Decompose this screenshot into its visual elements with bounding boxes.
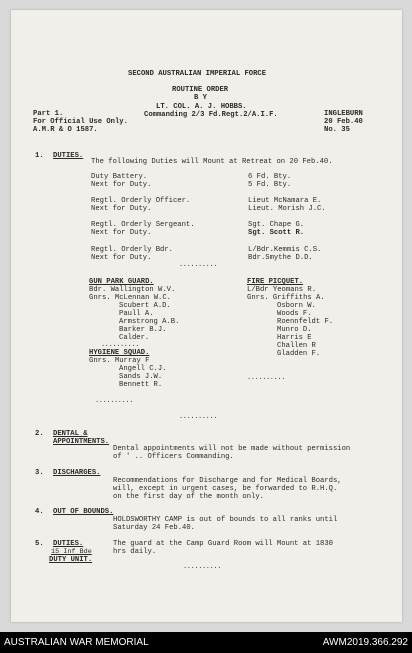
duty-assignee: Lieut McNamara E. xyxy=(248,197,322,205)
guard-member: Scubert A.D. xyxy=(119,302,171,310)
section-5-subheading: DUTY UNIT. xyxy=(49,556,93,564)
guard-member: Calder. xyxy=(119,334,150,342)
separator-dots: .......... xyxy=(247,374,286,382)
separator-dots: .......... xyxy=(95,397,134,405)
section-4-number: 4. xyxy=(35,508,44,516)
guard-member: Gnrs. McLennan W.C. xyxy=(89,294,171,302)
section-2-heading-cont: APPOINTMENTS. xyxy=(53,438,110,446)
hygiene-heading: HYGIENE SQUAD. xyxy=(89,349,150,357)
order-number: No. 35 xyxy=(324,126,350,134)
duty-role: Regtl. Orderly Sergeant. xyxy=(91,221,195,229)
duty-assignee: 5 Fd. Bty. xyxy=(248,181,292,189)
separator-dots: .......... xyxy=(179,261,218,269)
duties-intro: The following Duties will Mount at Retreat on 20 Feb.40. xyxy=(91,158,333,166)
amr-reference: A.M.R & O 1587. xyxy=(33,126,98,134)
section-5-number: 5. xyxy=(35,540,44,548)
bounds-text: Saturday 24 Feb.40. xyxy=(113,524,195,532)
picquet-member: Gnrs. Griffiths A. xyxy=(247,294,325,302)
dental-text: of ' .. Officers Commanding. xyxy=(113,453,234,461)
section-3-number: 3. xyxy=(35,469,44,477)
picquet-member: Munro D. xyxy=(277,326,312,334)
document-page xyxy=(11,10,402,622)
duty-role: Regtl. Orderly Bdr. xyxy=(91,246,173,254)
duty-role: Regtl. Orderly Officer. xyxy=(91,197,191,205)
picquet-member: L/Bdr Yeomans R. xyxy=(247,286,317,294)
section-2-number: 2. xyxy=(35,430,44,438)
official-use: For Official Use Only. xyxy=(33,118,128,126)
order-date: 20 Feb.40 xyxy=(324,118,363,126)
part-label: Part 1. xyxy=(33,110,64,118)
discharges-text: will, except in urgent cases, be forwarded to R.H.Q. xyxy=(113,485,338,493)
duty-assignee: 6 Fd. Bty. xyxy=(248,173,292,181)
picquet-member: Osborn W. xyxy=(277,302,316,310)
duty-assignee: Bdr.Smythe D.D. xyxy=(248,254,313,262)
duty-assignee: Lieut. Morish J.C. xyxy=(248,205,326,213)
picquet-member: Gladden F. xyxy=(277,350,321,358)
order-title: ROUTINE ORDER xyxy=(172,86,229,94)
duty-assignee: L/Bdr.Kemmis C.S. xyxy=(248,246,322,254)
fire-picquet-heading: FIRE PICQUET. xyxy=(247,278,304,286)
duty-assignee: Sgt. Scott R. xyxy=(248,229,305,237)
section-1-number: 1. xyxy=(35,152,44,160)
command-line: Commanding 2/3 Fd.Regt.2/A.I.F. xyxy=(144,111,278,119)
guard-text: The guard at the Camp Guard Room will Mount at 1830 xyxy=(113,540,333,548)
by-line: B Y xyxy=(194,94,207,102)
bounds-text: HOLDSWORTHY CAMP is out of bounds to all ranks until xyxy=(113,516,338,524)
discharges-text: Recommendations for Discharge and for Medical Boards, xyxy=(113,477,342,485)
footer-id: AWM2019.366.292 xyxy=(322,637,408,648)
section-1-heading: DUTIES. xyxy=(53,152,84,160)
guard-member: Bdr. Wallington W.V. xyxy=(89,286,176,294)
duty-role: Next for Duty. xyxy=(91,254,152,262)
org-heading: SECOND AUSTRALIAN IMPERIAL FORCE xyxy=(128,70,267,78)
section-5-heading: DUTIES. xyxy=(53,540,84,548)
footer-bar xyxy=(0,632,412,653)
footer-org: AUSTRALIAN WAR MEMORIAL xyxy=(4,637,149,648)
picquet-member: Woods F. xyxy=(277,310,312,318)
gun-park-heading: GUN PARK GUARD. xyxy=(89,278,154,286)
picquet-member: Harris E xyxy=(277,334,312,342)
duty-role: Next for Duty. xyxy=(91,229,152,237)
guard-member: Armstrong A.B. xyxy=(119,318,180,326)
discharges-text: on the first day of the month only. xyxy=(113,493,264,501)
squad-member: Gnrs. Murray F xyxy=(89,357,150,365)
separator-dots: .......... xyxy=(183,563,222,571)
separator-dots: .......... xyxy=(101,341,140,349)
dental-text: Dental appointments will not be made without permission xyxy=(113,445,351,453)
picquet-member: Roennfeldt F. xyxy=(277,318,334,326)
commander-name: LT. COL. A. J. HOBBS. xyxy=(156,103,247,111)
guard-member: Paull A. xyxy=(119,310,154,318)
duty-role: Next for Duty. xyxy=(91,205,152,213)
picquet-member: Challen R xyxy=(277,342,316,350)
separator-dots: .......... xyxy=(179,413,218,421)
duty-role: Duty Battery. xyxy=(91,173,148,181)
guard-member: Barker B.J. xyxy=(119,326,167,334)
squad-member: Bennett R. xyxy=(119,381,163,389)
duty-assignee: Sgt. Chape G. xyxy=(248,221,305,229)
guard-text: hrs daily. xyxy=(113,548,157,556)
place-name: INGLEBURN xyxy=(324,110,363,118)
section-4-heading: OUT OF BOUNDS. xyxy=(53,508,114,516)
squad-member: Sands J.W. xyxy=(119,373,163,381)
section-3-heading: DISCHARGES. xyxy=(53,469,101,477)
duty-role: Next for Duty. xyxy=(91,181,152,189)
section-5-subheading: 15 Inf Bde xyxy=(51,548,92,556)
section-2-heading: DENTAL & xyxy=(53,430,88,438)
squad-member: Angell C.J. xyxy=(119,365,167,373)
